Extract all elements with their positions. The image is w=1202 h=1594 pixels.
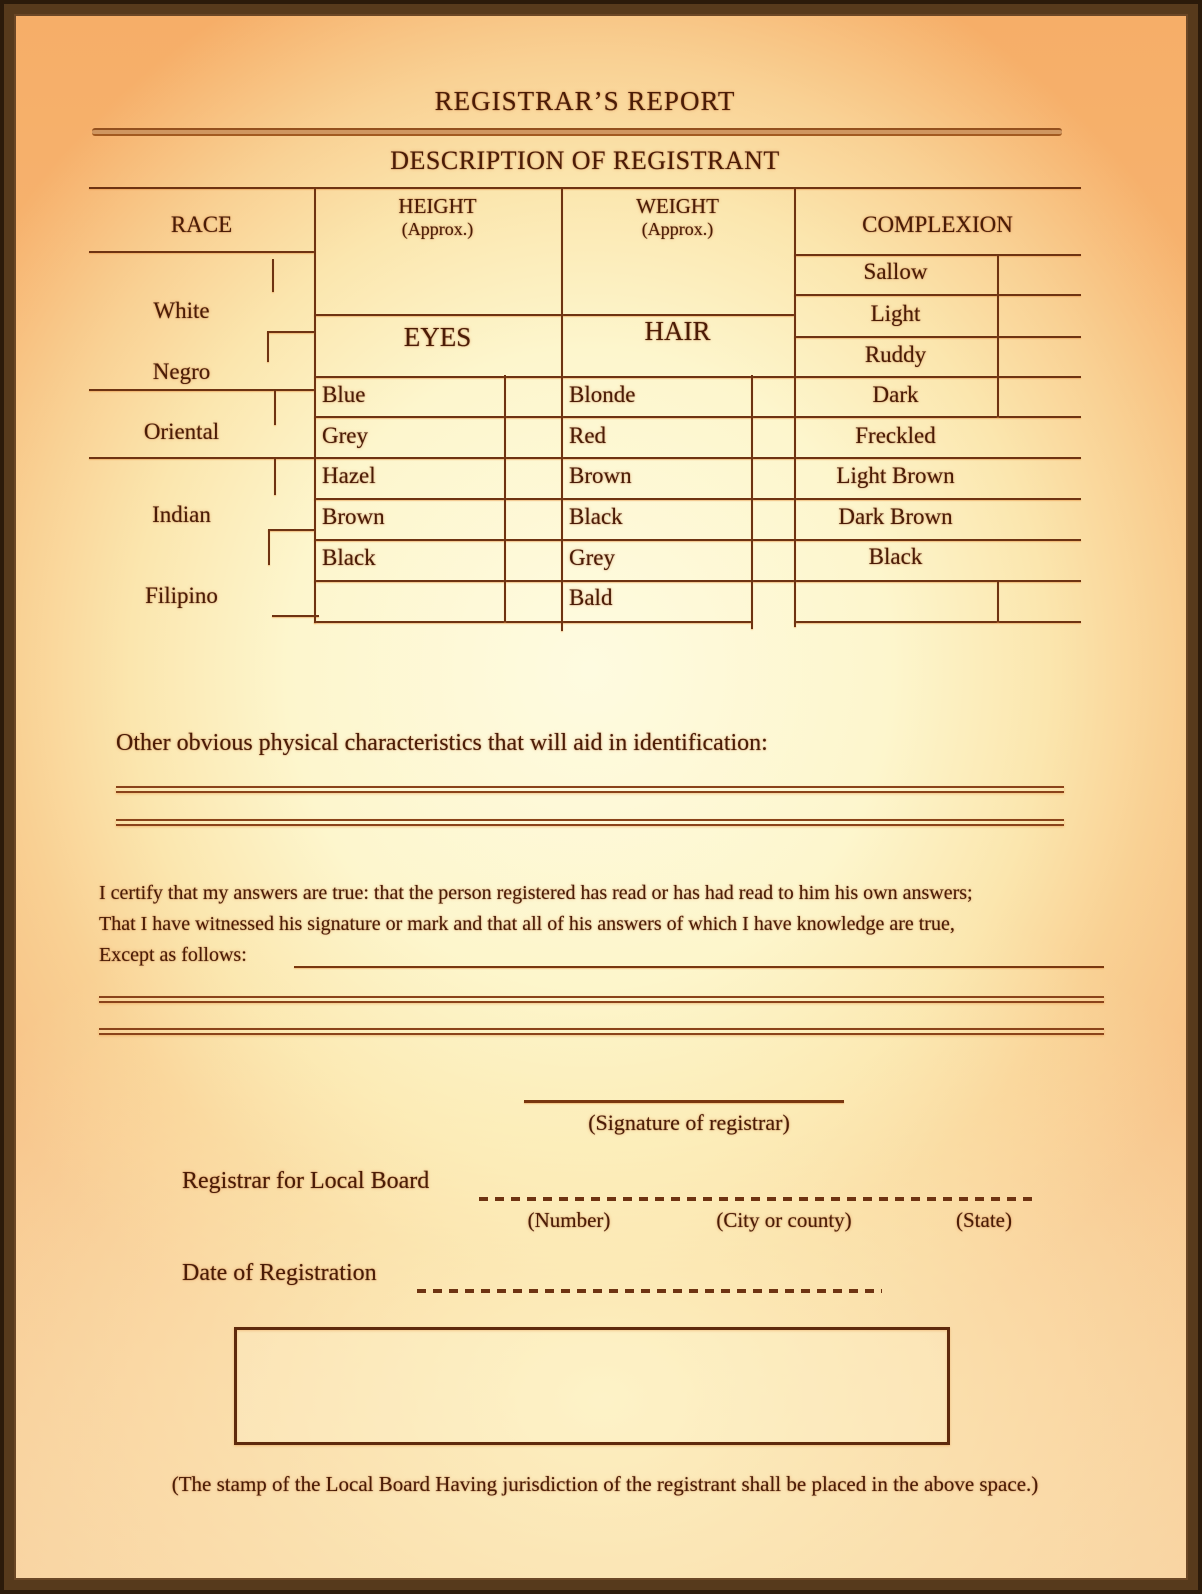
- hair-option-grey: Grey: [569, 545, 615, 570]
- race-filipino-checkbox[interactable]: [266, 531, 314, 613]
- eyes-option-brown: Brown: [322, 504, 385, 529]
- eyes-section-header: EYES: [403, 322, 472, 352]
- signature-caption: (Signature of registrar): [588, 1110, 790, 1135]
- weight-column-header: WEIGHT: [636, 194, 719, 218]
- height-column-header: HEIGHT: [398, 194, 477, 218]
- eyes-brown-checkbox[interactable]: [506, 500, 559, 537]
- race-option-negro: Negro: [152, 359, 211, 384]
- hair-option-bald: Bald: [569, 585, 613, 610]
- local-board-stamp-area[interactable]: [234, 1327, 950, 1445]
- hair-grey-checkbox[interactable]: [753, 541, 792, 578]
- hair-section-header: HAIR: [644, 316, 711, 346]
- registration-date-label: Date of Registration: [182, 1260, 377, 1286]
- hair-red-checkbox[interactable]: [753, 418, 792, 455]
- local-board-city-caption: (City or county): [716, 1208, 852, 1232]
- table-grid-line: [314, 621, 751, 623]
- complexion-option-sallow: Sallow: [863, 259, 928, 284]
- local-board-state-caption: (State): [956, 1208, 1012, 1232]
- eyes-option-hazel: Hazel: [322, 463, 376, 488]
- page-title: REGISTRAR’S REPORT: [434, 86, 736, 116]
- complexion-option-dark-brown: Dark Brown: [838, 504, 953, 529]
- complexion-dark-checkbox[interactable]: [999, 378, 1079, 414]
- race-negro-checkbox[interactable]: [266, 333, 314, 387]
- complexion-option-black: Black: [868, 544, 923, 569]
- race-option-white: White: [153, 298, 210, 323]
- table-grid-line: [272, 615, 319, 617]
- hair-option-brown: Brown: [569, 463, 632, 488]
- eyes-option-black: Black: [322, 545, 376, 570]
- exceptions-write-line[interactable]: [294, 966, 1104, 968]
- race-white-checkbox[interactable]: [266, 254, 314, 332]
- local-board-label: Registrar for Local Board: [182, 1168, 430, 1194]
- certification-line-1: I certify that my answers are true: that the person registered has read or has had read to him his own answers;: [99, 882, 973, 904]
- certification-write-line[interactable]: [99, 1028, 1104, 1035]
- hair-bald-checkbox[interactable]: [753, 582, 792, 619]
- identification-write-line[interactable]: [116, 819, 1064, 826]
- complexion-option-freckled: Freckled: [855, 423, 936, 448]
- eyes-hazel-checkbox[interactable]: [506, 459, 559, 496]
- hair-option-red: Red: [569, 423, 607, 448]
- complexion-option-dark: Dark: [872, 382, 919, 407]
- complexion-option-light-brown: Light Brown: [836, 463, 955, 488]
- eyes-black-checkbox[interactable]: [506, 541, 559, 578]
- race-option-filipino: Filipino: [145, 583, 218, 608]
- complexion-blank-checkbox[interactable]: [999, 582, 1079, 619]
- eyes-option-grey: Grey: [322, 423, 368, 448]
- table-grid-line: [89, 457, 1081, 459]
- hair-blonde-checkbox[interactable]: [753, 377, 792, 414]
- certification-exceptions-label: Except as follows:: [99, 944, 247, 966]
- eyes-grey-checkbox[interactable]: [506, 418, 559, 455]
- certification-line-2: That I have witnessed his signature or mark and that all of his answers of which I have knowledge are true,: [99, 913, 955, 935]
- hair-option-black: Black: [569, 504, 623, 529]
- complexion-light-checkbox[interactable]: [999, 296, 1079, 334]
- section-heading: DESCRIPTION OF REGISTRANT: [390, 146, 780, 175]
- registration-date-field-line[interactable]: [417, 1289, 882, 1293]
- local-board-number-caption: (Number): [527, 1208, 611, 1232]
- eyes-blue-checkbox[interactable]: [506, 377, 559, 414]
- height-column-subheader: (Approx.): [401, 219, 474, 239]
- hair-black-checkbox[interactable]: [753, 500, 792, 537]
- race-indian-checkbox[interactable]: [266, 459, 314, 527]
- hair-option-blonde: Blonde: [569, 382, 636, 407]
- identification-label: Other obvious physical characteristics that will aid in identification:: [116, 730, 768, 756]
- race-oriental-checkbox[interactable]: [266, 391, 314, 455]
- registrar-signature-line[interactable]: [524, 1100, 844, 1103]
- table-grid-line: [314, 539, 1081, 541]
- complexion-sallow-checkbox[interactable]: [999, 256, 1079, 292]
- table-grid-line: [314, 580, 1081, 582]
- eyes-option-blue: Blue: [322, 382, 366, 407]
- table-grid-line: [794, 621, 1081, 623]
- weight-value-field[interactable]: [563, 253, 792, 312]
- hair-brown-checkbox[interactable]: [753, 459, 792, 496]
- race-column-header: RACE: [170, 212, 233, 237]
- complexion-column-header: COMPLEXION: [862, 212, 1013, 237]
- complexion-option-ruddy: Ruddy: [864, 342, 927, 367]
- complexion-option-light: Light: [870, 301, 921, 326]
- local-board-field-line[interactable]: [479, 1197, 1039, 1201]
- stamp-instruction-note: (The stamp of the Local Board Having jurisdiction of the registrant shall be placed in the above space.): [171, 1472, 1039, 1496]
- certification-write-line[interactable]: [99, 996, 1104, 1003]
- table-grid-line: [89, 251, 314, 253]
- table-grid-line: [314, 376, 1081, 378]
- height-value-field[interactable]: [316, 253, 559, 312]
- identification-write-line[interactable]: [116, 786, 1064, 793]
- complexion-ruddy-checkbox[interactable]: [999, 338, 1079, 374]
- race-option-oriental: Oriental: [143, 419, 220, 444]
- header-divider: [92, 128, 1062, 136]
- table-grid-line: [314, 498, 1081, 500]
- table-grid-line: [89, 187, 1081, 189]
- table-grid-line: [314, 416, 1081, 418]
- race-option-indian: Indian: [152, 502, 211, 527]
- weight-column-subheader: (Approx.): [641, 219, 714, 239]
